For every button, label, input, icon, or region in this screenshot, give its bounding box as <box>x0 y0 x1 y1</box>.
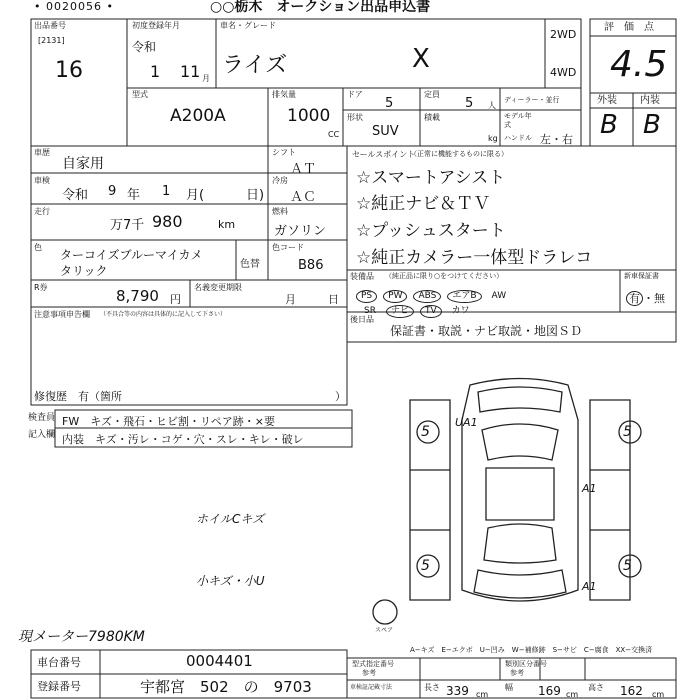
equip-ps: PS <box>356 290 377 303</box>
equip-pw: PW <box>383 290 407 303</box>
equip-tv: TV <box>420 305 442 318</box>
mileage-unit: km <box>218 218 236 231</box>
type-value: A200A <box>170 106 226 126</box>
transfer-label: 名義変更期限 <box>194 283 242 292</box>
equipment-row-2 <box>360 298 480 318</box>
car-roof <box>486 468 554 520</box>
type-label: 型式 <box>132 90 148 99</box>
exterior-grade: B <box>600 110 618 140</box>
class-label: 類別区分番号 <box>505 660 547 668</box>
length-value: 339 <box>446 684 469 698</box>
equip-sr: SR <box>364 306 376 316</box>
equipment-hint: （純正品に限り○をつけてください） <box>385 272 504 280</box>
selling-point-2: ☆純正ナビ＆ＴＶ <box>356 194 491 214</box>
cc-unit: CC <box>328 130 340 139</box>
fuel-label: 燃料 <box>272 207 288 216</box>
checker-label-1: 検査員 <box>28 413 56 423</box>
model-year-label: モデル年式 <box>504 112 532 129</box>
doors-value: 5 <box>385 96 394 111</box>
equip-leather: カワ <box>451 306 470 316</box>
checker-row-1: FW キズ・飛石・ヒビ割・リペア跡・×要 <box>62 415 275 428</box>
class-ref: 参考 <box>510 669 524 677</box>
color-line2: タリック <box>60 264 108 278</box>
handwritten-wheel-note: ホイルCキズ <box>196 512 265 526</box>
first-reg-era: 令和 <box>132 40 157 54</box>
seats-unit: 人 <box>488 101 496 110</box>
ac-label: 冷房 <box>272 176 288 185</box>
mark-rear-right: 5 <box>623 558 632 574</box>
length-label: 長さ <box>424 683 440 692</box>
first-reg-year: 1 <box>150 62 161 81</box>
new-warranty-value <box>626 290 665 306</box>
load-label: 積載 <box>424 113 440 122</box>
repair-history-close: ） <box>335 390 346 403</box>
recycle-unit: 円 <box>170 293 181 306</box>
dealer-label: ディーラー・並行 <box>504 96 560 104</box>
body-label: 形状 <box>347 113 363 122</box>
dims-label: 車検証記載寸法 <box>350 684 393 691</box>
score-value: 4.5 <box>610 44 668 85</box>
mark-a1-right: A1 <box>582 482 597 495</box>
exterior-label: 外装 <box>597 95 617 106</box>
equip-abs: ABS <box>413 290 441 303</box>
selling-hint: （正常に機能するものに限る） <box>410 150 508 158</box>
load-unit: kg <box>488 134 498 143</box>
first-reg-month-unit: 月 <box>202 74 210 83</box>
checker-row-2: 内装 キズ・汚レ・コゲ・穴・スレ・キレ・破レ <box>62 433 304 446</box>
new-warranty-label: 新車保証書 <box>624 272 659 280</box>
inspection-era: 令和 <box>62 188 89 203</box>
lot-code: [2131] <box>38 36 65 45</box>
selling-label: セールスポイント <box>352 150 416 159</box>
handle-label: ハンドル <box>504 134 532 142</box>
first-reg-label: 初度登録年月 <box>132 21 180 30</box>
fuel-value: ガソリン <box>274 224 327 239</box>
inspection-year-unit: 年 <box>127 188 141 203</box>
seats-value: 5 <box>465 96 474 111</box>
handle-value: 左・右 <box>540 133 573 146</box>
mark-rear-left: 5 <box>421 558 430 574</box>
equip-airbag: エアB <box>447 290 481 303</box>
height-value: 162 <box>620 684 643 698</box>
mileage-label: 走行 <box>34 207 50 216</box>
shift-value: ＡＴ <box>290 162 317 177</box>
car-no-label: 車台番号 <box>37 656 81 669</box>
type-cert-label: 型式指定番号 <box>352 660 394 668</box>
inspection-day-unit: 日) <box>246 188 265 203</box>
color-change-label: 色替 <box>240 259 260 270</box>
first-reg-month: 11 <box>180 62 201 81</box>
door-label: ドア <box>347 90 363 99</box>
type-cert-ref: 参考 <box>362 669 376 677</box>
score-label: 評 価 点 <box>604 22 654 33</box>
cc-label: 排気量 <box>272 90 296 99</box>
mark-a1-rear: A1 <box>582 580 597 593</box>
lot-number: 16 <box>55 58 83 83</box>
transfer-month: 月 <box>285 293 296 306</box>
color-code: B86 <box>298 258 324 273</box>
recycle-label: R券 <box>34 283 48 292</box>
mark-front-left: 5 <box>421 424 430 440</box>
body-value: SUV <box>372 124 399 139</box>
inspection-year: 9 <box>108 184 117 199</box>
mileage-man: 万7千 <box>110 218 145 233</box>
lot-label: 出品番号 <box>34 21 66 30</box>
car-rear <box>474 570 566 598</box>
shift-label: シフト <box>272 148 296 157</box>
car-no-value: 0004401 <box>186 652 253 670</box>
accessories-value: 保証書・取説・ナビ取説・地図ＳＤ <box>390 324 583 338</box>
new-warranty-no: ・無 <box>643 292 665 305</box>
color-code-label: 色コード <box>272 243 304 252</box>
ac-value: ＡＣ <box>290 190 317 205</box>
height-label: 高さ <box>588 683 604 692</box>
reg-no-label: 登録番号 <box>37 680 81 693</box>
length-unit: cm <box>476 690 489 699</box>
drive-4wd: 4WD <box>550 66 577 79</box>
notes-hint: （不具合等の内容は具体的に記入して下さい） <box>100 311 227 318</box>
width-unit: cm <box>566 690 579 699</box>
interior-label: 内装 <box>640 95 660 106</box>
width-value: 169 <box>538 684 561 698</box>
inspection-month: 1 <box>162 184 171 199</box>
serial-number: • 0020056 • <box>34 0 114 13</box>
repair-history: 修復歴 有（箇所 <box>34 390 122 403</box>
cc-value: 1000 <box>287 106 331 126</box>
seats-label: 定員 <box>424 90 440 99</box>
width-label: 幅 <box>505 683 513 692</box>
spare-label: スペア <box>375 627 394 634</box>
interior-grade: B <box>643 110 661 140</box>
form-title: ○○栃木 オークション出品申込書 <box>210 0 431 15</box>
notes-label: 注意事項申告欄 <box>34 310 90 319</box>
transfer-day: 日 <box>328 293 339 306</box>
model-grade: X <box>412 44 430 74</box>
car-windshield <box>482 424 558 460</box>
drive-2wd: 2WD <box>550 28 577 41</box>
selling-point-3: ☆プッシュスタート <box>356 221 506 241</box>
mileage-value: 980 <box>152 212 183 231</box>
handwritten-meter-note: 現メーター7980KM <box>18 629 145 645</box>
car-rear-window <box>484 524 556 563</box>
equip-navi: ナビ <box>386 305 414 318</box>
car-left-side <box>410 400 450 600</box>
usage-label: 車歴 <box>34 148 50 157</box>
model-name: ライズ <box>222 53 288 78</box>
inspection-month-unit: 月( <box>186 188 205 203</box>
mark-front-right: 5 <box>623 424 632 440</box>
height-unit: cm <box>652 690 665 699</box>
checker-label-2: 記入欄 <box>28 430 56 440</box>
inspection-label: 車検 <box>34 176 50 185</box>
new-warranty-yes: 有 <box>626 291 643 306</box>
handwritten-small-note: 小キズ・小U <box>196 574 265 588</box>
equip-aw: AW <box>491 291 507 301</box>
car-hood <box>478 387 562 412</box>
usage-value: 自家用 <box>62 156 104 172</box>
color-line1: ターコイズブルーマイカメ <box>60 248 203 262</box>
model-label: 車名・グレード <box>220 21 276 30</box>
selling-point-4: ☆純正カメラー一体型ドラレコ <box>356 248 593 268</box>
accessories-label: 後日品 <box>350 315 374 324</box>
selling-point-1: ☆スマートアシスト <box>356 168 506 188</box>
spare-tire <box>373 600 397 624</box>
recycle-amount: 8,790 <box>116 287 159 305</box>
mark-ua1: UA1 <box>455 416 478 429</box>
damage-legend: A−キズ E−エクボ U−凹み W−補修跡 S−サビ C−腐食 XX−交換済 <box>410 646 653 654</box>
reg-no-value: 宇都宮 502 の 9703 <box>140 678 312 696</box>
equipment-label: 装備品 <box>350 272 374 281</box>
color-label: 色 <box>34 243 42 252</box>
